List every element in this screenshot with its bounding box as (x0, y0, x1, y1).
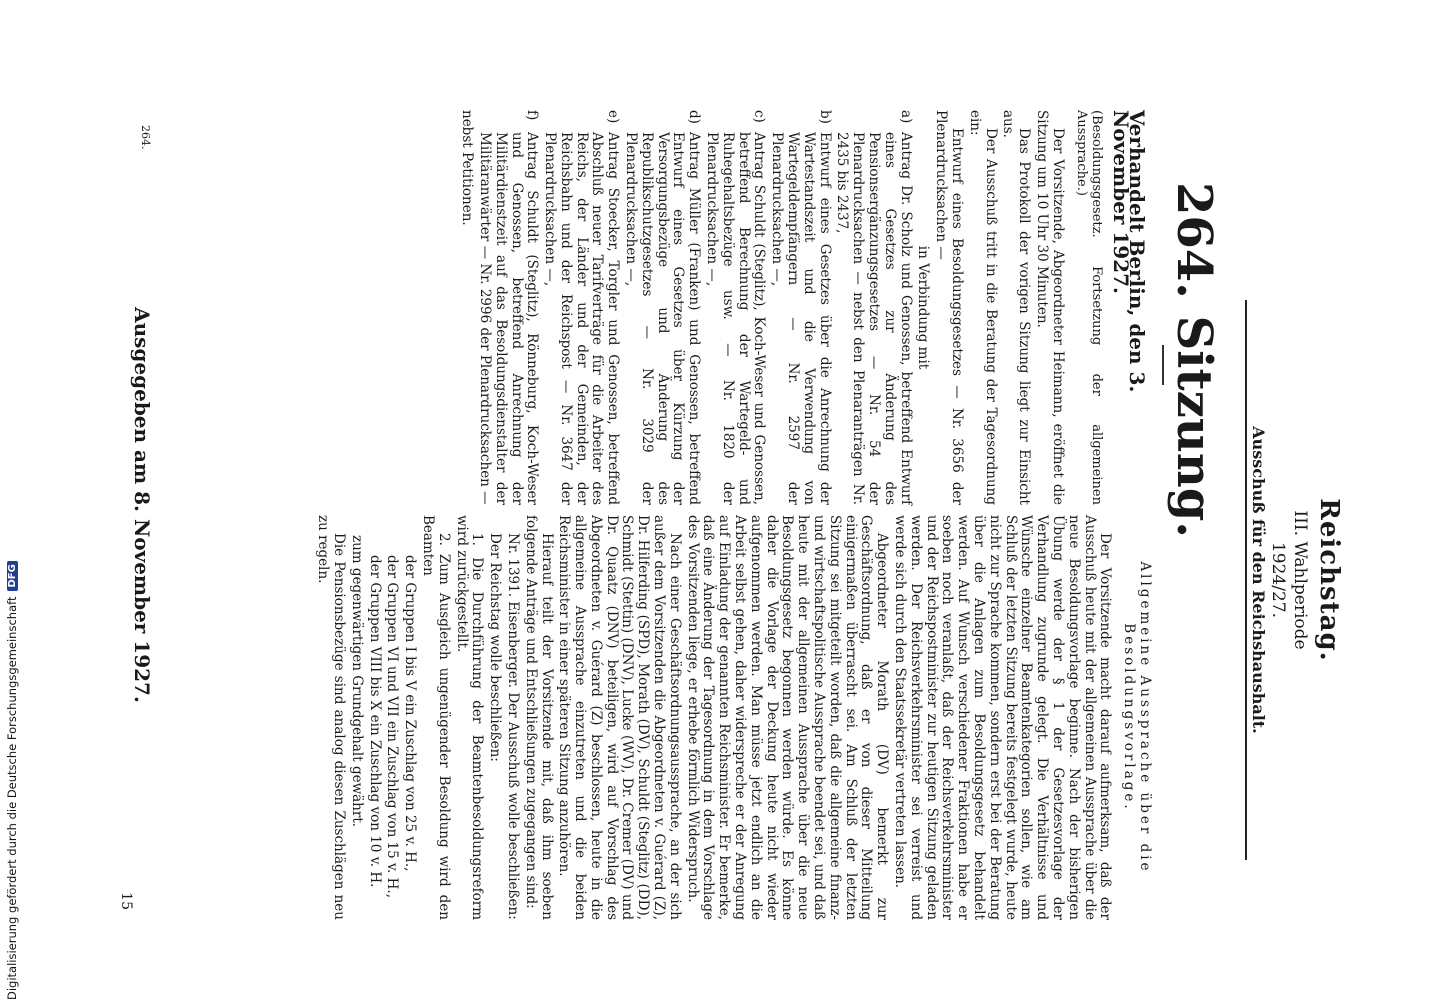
motion-point-2a: der Gruppen I bis V ein Zuschlag von 25 v. H., (402, 555, 419, 872)
motion-point-2d: zum gegenwärtigen Grundgehalt gewährt. (348, 535, 365, 828)
motion-point-2b: der Gruppen VI und VII ein Zuschlag von 15 v. H., (384, 555, 401, 898)
motion-number: Nr. 1391. Eisenberger. Der Ausschuß wolle beschließen: (504, 533, 521, 920)
agenda-item-text: Antrag Schuldt (Steglitz), Rönneburg, Koch-Weser und Genossen, betreffend Anrechnung der Militärdienstzeit auf das Besoldungsdienstalter der Militäranwärter — Nr. 2996 der Plenardrucksachen — (476, 132, 541, 505)
agenda-item-e (541, 110, 620, 505)
paragraph-protocol: Das Protokoll der vorigen Sitzung liegt zur Einsicht aus. (1000, 110, 1033, 505)
paragraph-agenda: Der Ausschuß tritt in die Beratung der Tagesordnung ein: (966, 110, 999, 505)
section-heading: Allgemeine Aussprache über die Besoldungsvorlage. (1121, 561, 1153, 874)
paragraph-chair-remarks: Der Vorsitzende macht darauf aufmerksam, daß der Ausschuß heute mit der allgemeinen Aussprache über die neue Besoldungsvorlage beginne. Nach der bisherigen Übung werde der § 1 der Gesetzesvorlage der Verhandlung zugrunde gelegt. Die Verhältnisse und Wünsche einzelner Beamtenkategorien sollen, wie am Schluß der letzten Sitzung bereits festgelegt wurde, heute nicht zur Sprache kommen, sondern erst bei der Beratung über die Anlagen zum Besoldungsgesetz behandelt werden. Auf Wunsch verschiedener Fraktionen habe er soeben noch veranlaßt, daß der Reichsverkehrsminister und der Reichspostminister zur heutigen Sitzung geladen werden. Der Reichsverkehrsminister sei verreist und werde sich durch den Staatssekretär vertreten lassen. (892, 515, 1114, 920)
paragraph-opening: Der Vorsitzende, Abgeordneter Heimann, eröffnet die Sitzung um 10 Uhr 30 Minuten. (1034, 110, 1066, 505)
paragraph-motions-received: Hierauf teilt der Vorsitzende mit, daß ihm soeben folgende Anträge und Entschließungen zugegangen sind: (522, 515, 555, 920)
agenda-item-text: Antrag Schuldt (Steglitz), Koch-Weser und Genossen, betreffend Berechnung der Wartegeld- und Ruhegehaltsbezüge usw. — Nr. 1820 der Plenardrucksachen —, (704, 132, 768, 505)
agenda-item-label: b) (816, 110, 833, 124)
agenda-item-label: d) (686, 110, 703, 124)
session-title: 264. Sitzung. (1166, 181, 1222, 538)
session-subtitle: (Besoldungsgesetz. Fortsetzung der allgemeinen Aussprache.) (1073, 110, 1105, 505)
motion-point-2c: der Gruppen VIII bis X ein Zuschlag von 10 v. H. (366, 555, 383, 888)
paragraph-morath-objection: Abgeordneter Morath (DV) bemerkt zur Geschäftsordnung, daß er von dieser Mitteilung einigermaßen überrascht sei. Am Schluß der letzten Sitzung sei mitgeteilt worden, daß die allgemeine finanz- und wirtschaftspolitische Aussprache beendet sei, und daß heute mit der allgemeinen Aussprache über die neue Besoldungsgesetz begonnen werden würde. Es könne daher die Vorlage der Deckung heute nicht wieder aufgenommen werden. Man müsse jetzt endlich an die Arbeit selbst gehen, daher widerspreche er der Anregung auf Einladung der genannten Reichsminister. Er bemerke, daß eine Änderung der Tagesordnung in dem Vorschlage des Vorsitzenden liege, er erhebe förmlich Widerspruch. (684, 515, 891, 920)
motion-resolution: Der Reichstag wolle beschließen: (487, 533, 504, 762)
agenda-main-item: Entwurf eines Besoldungsgesetzes — Nr. 3656 der Plenardrucksachen — (933, 110, 966, 505)
committee-name: Ausschuß für den Reichshaushalt. (1245, 300, 1268, 860)
agenda-item-d (622, 110, 701, 505)
period-years: 1924/27. (1268, 541, 1288, 619)
agenda-item-f (476, 110, 539, 505)
agenda-item-text: Entwurf eines Gesetzes über die Anrechnung der Wartestandszeit und die Verwendung von Wartegeldempfängern — Nr. 2597 der Plenardrucksachen —, (769, 132, 833, 505)
agenda-item-c (703, 110, 766, 505)
issue-date: Ausgegeben am 8. November 1927. (130, 307, 154, 703)
page-marker: 264. (139, 125, 152, 150)
digitization-text: Digitalisierung gefördert durch die Deutsche Forschungsgemeinschaft (5, 596, 19, 1000)
document-title: Reichstag. (1314, 498, 1344, 662)
right-column (312, 515, 1152, 920)
paragraph-procedural-debate: Nach einer Geschäftsordnungsaussprache, an der sich außer dem Vorsitzenden die Abgeordneten v. Guérard (Z), Dr. Hilferding (SPD), Morath (DV), Schuldt (Steglitz) (DD), Schmidt (Stettin) (DNV), Lucke (WV), Dr. Cremer (DV) und Dr. Quaatz (DNV) beteiligen, wird auf Vorschlag des Abgeordneten v. Guérard (Z) beschlossen, heute in die allgemeine Aussprache einzutreten und die beiden Reichsminister in einer späteren Sitzung anzuhören. (556, 515, 683, 920)
agenda-item-b (768, 110, 831, 505)
agenda-petitions: nebst Petitionen. (459, 110, 476, 226)
title-divider (1162, 345, 1164, 385)
page-number: 15 (118, 892, 134, 910)
agenda-item-label: c) (751, 110, 768, 123)
session-date-heading: Verhandelt Berlin, den 3. November 1927. (1109, 110, 1149, 393)
period-line: III. Wahlperiode (1290, 510, 1310, 650)
agenda-item-label: f) (524, 110, 541, 121)
agenda-item-text: Antrag Müller (Franken) und Genossen, betreffend Entwurf eines Gesetzes über Kürzung der Versorgungsbezüge und Änderung des Republikschutzgesetzes — Nr. 3029 der Plenardrucksachen —, (623, 132, 703, 505)
motion-point-1: 1. Die Durchführung der Beamtenbesoldungsreform wird zurückgestellt. (453, 515, 486, 920)
digitization-note (4, 0, 20, 1000)
motion-point-3: Die Pensionsbezüge sind analog diesen Zuschlägen neu zu regeln. (315, 515, 347, 920)
dfg-logo-icon: DFG (7, 561, 18, 590)
agenda-item-text: Antrag Stoecker, Torgler und Genossen, betreffend Abschluß neuer Tarifverträge für die Arbeiter des Reichs, der Länder und der Gemeinden, der Reichsbahn und der Reichspost — Nr. 3647 der Plenardrucksachen —, (542, 132, 622, 505)
agenda-connector: in Verbindung mit (915, 245, 932, 370)
agenda-item-label: a) (897, 110, 914, 124)
motion-point-2: 2. Zum Ausgleich ungenügender Besoldung wird den Beamten (419, 515, 452, 920)
agenda-item-label: e) (605, 110, 622, 124)
left-column (456, 110, 1152, 505)
agenda-item-text: Antrag Dr. Scholz und Genossen, betreffend Entwurf eines Gesetzes zur Änderung des Pensionsergänzungsgesetzes — Nr. 54 der Plenardrucksachen — nebst den Plenaranträgen Nr. 2435 bis 2437, (834, 132, 914, 505)
agenda-item-a (834, 110, 913, 505)
